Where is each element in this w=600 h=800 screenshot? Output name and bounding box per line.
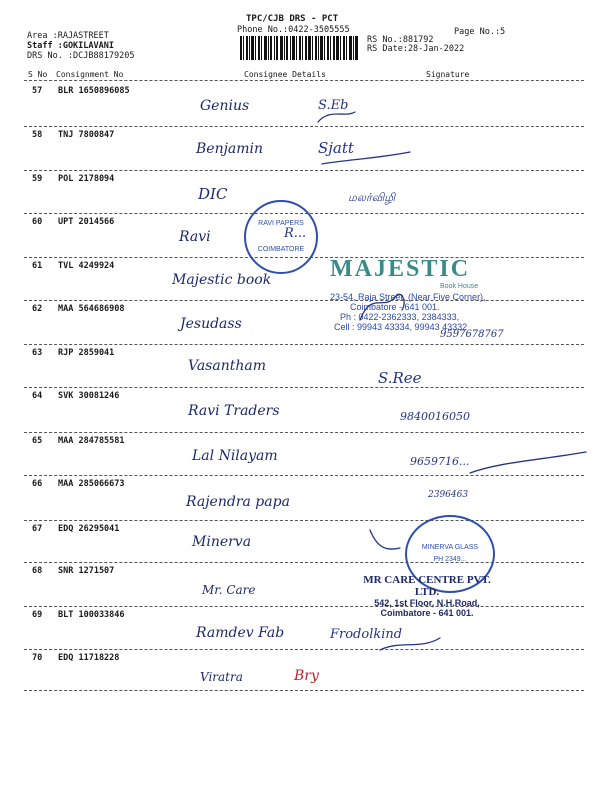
row-consignee: Viratra bbox=[200, 670, 243, 684]
scribble-58 bbox=[322, 152, 410, 164]
rs-date: RS Date:28-Jan-2022 bbox=[367, 44, 465, 54]
row-consignee: Benjamin bbox=[196, 141, 264, 157]
row-consignee: Minerva bbox=[192, 534, 252, 550]
row-consignment: POL 2178094 bbox=[58, 174, 115, 184]
row-consignee: Rajendra papa bbox=[186, 494, 290, 510]
majestic-city: Coimbatore - 641 001. bbox=[350, 302, 440, 312]
phone-number: Phone No.:0422-3505555 bbox=[237, 25, 350, 35]
row-consignee: Ravi Traders bbox=[188, 403, 280, 419]
scribble-57 bbox=[318, 112, 355, 122]
row-sno: 61 bbox=[32, 261, 43, 271]
row-signature: 9659716... bbox=[410, 455, 470, 468]
row-sno: 68 bbox=[32, 566, 43, 576]
row-signature: Bry bbox=[294, 668, 319, 684]
row-consignee: Ravi bbox=[179, 229, 211, 245]
row-signature: 9840016050 bbox=[400, 410, 470, 423]
row-signature: 2396463 bbox=[428, 490, 469, 500]
row-consignment: MAA 284785581 bbox=[58, 436, 125, 446]
row-consignee: Genius bbox=[200, 98, 250, 114]
row-consignee: Mr. Care bbox=[202, 583, 256, 597]
row-consignment: SVK 30081246 bbox=[58, 391, 120, 401]
scribble-69 bbox=[380, 638, 440, 650]
row-consignment: BLT 100033846 bbox=[58, 610, 125, 620]
row-signature: மலர்விழி bbox=[348, 191, 396, 204]
row-signature: R... bbox=[284, 226, 307, 241]
row-consignment: MAA 285066673 bbox=[58, 479, 125, 489]
drs-number: DRS No. :DCJB88179205 bbox=[27, 51, 135, 61]
row-signature: 9597678767 bbox=[440, 329, 504, 340]
row-consignee: Vasantham bbox=[188, 358, 266, 374]
row-consignment: UPT 2014566 bbox=[58, 217, 115, 227]
row-consignee: Ramdev Fab bbox=[196, 625, 285, 641]
row-sno: 66 bbox=[32, 479, 43, 489]
row-signature: S.Eb bbox=[318, 98, 349, 113]
row-sno: 62 bbox=[32, 304, 43, 314]
row-sno: 57 bbox=[32, 86, 43, 96]
row-signature: S.Ree bbox=[378, 369, 422, 387]
mrcare-city: Coimbatore - 641 001. bbox=[380, 608, 474, 618]
row-sno: 63 bbox=[32, 348, 43, 358]
row-consignment: SNR 1271507 bbox=[58, 566, 115, 576]
row-sno: 58 bbox=[32, 130, 43, 140]
row-sno: 64 bbox=[32, 391, 43, 401]
majestic-name: MAJESTIC bbox=[330, 256, 471, 282]
col-consignee: Consignee Details bbox=[244, 70, 326, 79]
row-consignee: Jesudass bbox=[180, 316, 242, 332]
page-number: Page No.:5 bbox=[454, 27, 506, 37]
row-signature: Sjatt bbox=[318, 139, 354, 157]
row-signature: Frodolkind bbox=[330, 627, 403, 642]
majestic-ph: Ph : 0422-2362333, 2384333, bbox=[340, 312, 460, 322]
row-consignee: Majestic book bbox=[172, 272, 272, 288]
row-sno: 69 bbox=[32, 610, 43, 620]
minerva-stamp-ph: PH 2349... bbox=[433, 556, 467, 563]
row-sno: 67 bbox=[32, 524, 43, 534]
row-consignment: TVL 4249924 bbox=[58, 261, 115, 271]
col-signature: Signature bbox=[426, 70, 470, 79]
row-sno: 65 bbox=[32, 436, 43, 446]
row-consignment: RJP 2859041 bbox=[58, 348, 115, 358]
row-consignment: BLR 1650896085 bbox=[58, 86, 130, 96]
row-consignment: EDQ 26295041 bbox=[58, 524, 120, 534]
row-consignment: EDQ 11718228 bbox=[58, 653, 120, 663]
scribble-majestic bbox=[360, 294, 404, 320]
ravi-stamp-bottom: COIMBATORE bbox=[257, 246, 305, 253]
scribble-67 bbox=[370, 530, 400, 549]
majestic-cell: Cell : 99943 43334, 99943 43332 bbox=[334, 322, 468, 332]
area-label: Area :RAJASTREET bbox=[27, 31, 109, 41]
ravi-stamp-top: RAVI PAPERS bbox=[258, 220, 304, 227]
row-consignee: DIC bbox=[198, 185, 228, 203]
minerva-stamp-text: MINERVA GLASS bbox=[421, 544, 479, 551]
rs-number: RS No.:881792 bbox=[367, 35, 434, 45]
col-consignment: Consignment No bbox=[56, 70, 124, 79]
row-sno: 59 bbox=[32, 174, 43, 184]
row-consignment: MAA 564686908 bbox=[58, 304, 125, 314]
row-consignee: Lal Nilayam bbox=[192, 448, 278, 464]
document-title: TPC/CJB DRS - PCT bbox=[246, 14, 339, 24]
majestic-addr: 23-54, Raja Street, (Near Five Corner), bbox=[330, 292, 486, 302]
row-sno: 70 bbox=[32, 653, 43, 663]
col-sno: S No bbox=[28, 70, 48, 79]
row-sno: 60 bbox=[32, 217, 43, 227]
row-consignment: TNJ 7800847 bbox=[58, 130, 115, 140]
mrcare-addr: 542, 1st Floor, N.H.Road, bbox=[374, 598, 480, 608]
scribble-65 bbox=[470, 452, 586, 473]
majestic-sub: Book House bbox=[440, 283, 479, 290]
staff-label: Staff :GOKILAVANI bbox=[27, 41, 114, 51]
mrcare-name: MR CARE CENTRE PVT. LTD. bbox=[363, 574, 491, 598]
